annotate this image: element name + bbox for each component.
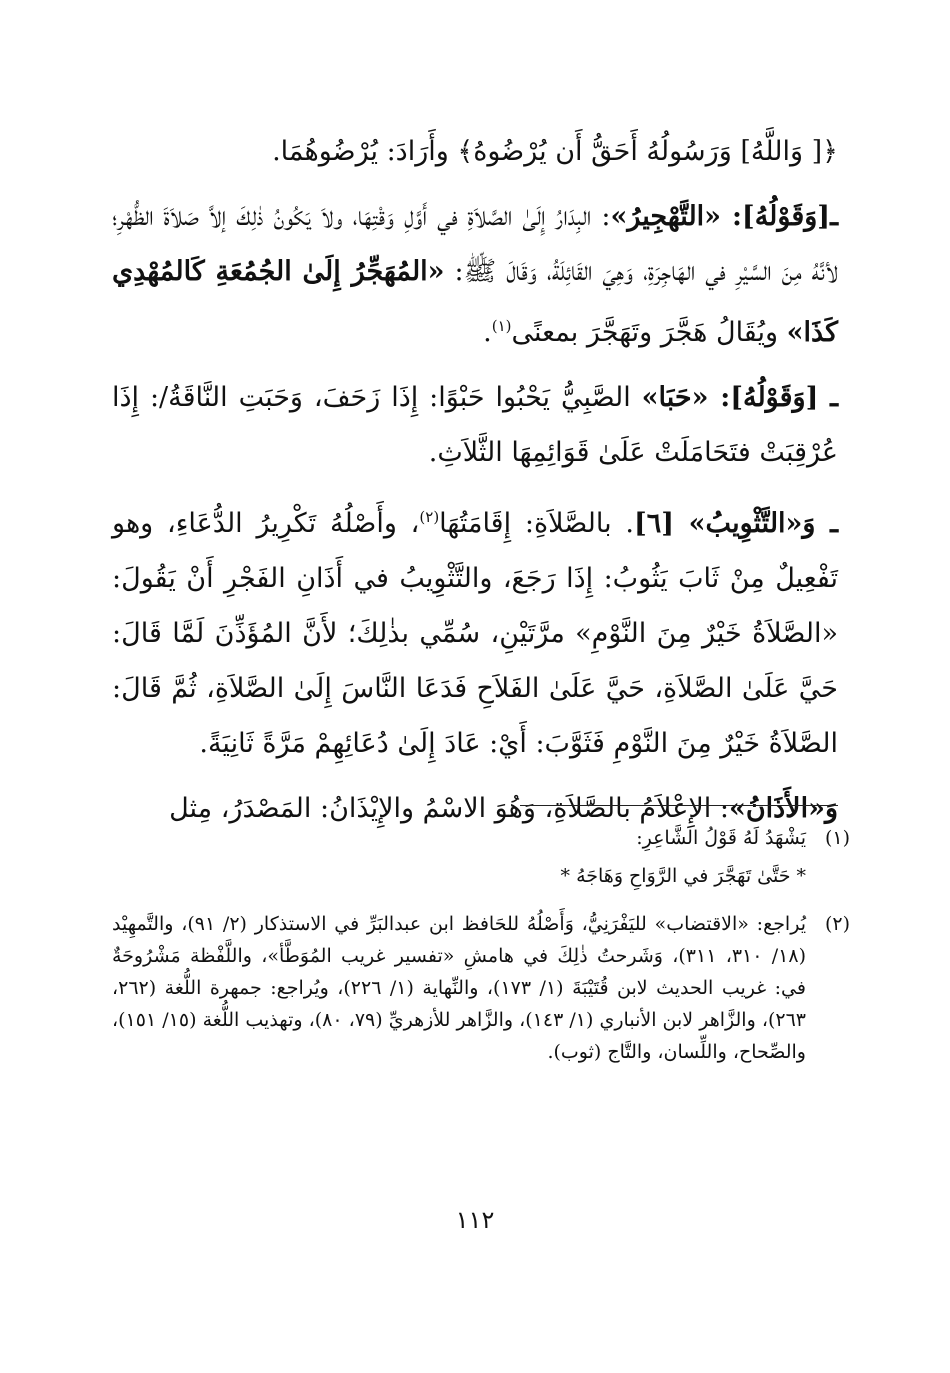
paragraph-text: : الإِعْلاَمُ بالصَّلاَةِ، وَهُوَ الاسْمُ والإِيْذَانُ: المَصْدَرُ، مِثل (169, 793, 729, 824)
footnote (112, 908, 850, 1068)
paragraph-text: . بالصَّلاَةِ: إِقَامَتُهَا (439, 508, 634, 539)
paragraph (112, 189, 838, 360)
main-text (112, 124, 838, 846)
paragraph (112, 370, 838, 480)
footnote-separator (520, 805, 838, 806)
paragraph-text: : البِدَارُ إِلَىٰ الصَّلاَةِ في أَوَّلِ وَقْتِهَا، ولاَ يَكُونُ ذٰلِكَ إلاَّ صَلاَةَ الظُّهْرِ؛ لأنَّهُ مِنَ السَّيْرِ في الهَاجِرَةِ، وَهِيَ القَائِلَةُ، وَقَالَ ﷺ: (112, 201, 838, 287)
term-heading: ـ وَ«التَّثْوِيبُ» [٦] (634, 508, 838, 539)
paragraph-text: ﴿[ وَاللَّهُ] وَرَسُولُهُ أَحَقُّ أَن يُرْضُوهُ﴾ وأَرَادَ: يُرْضُوهُمَا. (272, 136, 838, 167)
footnote-ref: (٢) (419, 508, 440, 526)
footnote-text: يُراجع: «الاقتضاب» لليَفْرَنِيُّ، وَأَصْلُهُ للحَافظ ابن عبدالبَرِّ في الاستذكار (٢/ ٩١)، والتَّمهِيْد (١٨/ ٣١٠، ٣١١)، وَشَرحتُ ذٰلِكَ في هامشِ «تفسير غريب المُوَطَّأ»، واللَّفْظة مَشْرُوحَةٌ في: غريب الحديث لابن قُتَيْبَةَ (١/ ١٧٣)، والنِّهاية (١/ ٢٢٦)، ويُراجع: جمهرة اللُّغة (٢٦٢، ٢٦٣)، والزَّاهر لابن الأنباري (١/ ١٤٣)، والزَّاهر للأزهريِّ (٧٩، ٨٠)، وتهذيب اللُّغة (١٥/ ١٥١)، والصِّحاح، واللِّسان، والتَّاج (ثوب). (112, 913, 807, 1063)
footnote-body (112, 908, 806, 1068)
footnote-text: يَشْهَدُ لَهُ قَوْلُ الشَّاعِرِ: (636, 827, 806, 849)
term-heading: ـ[وَقَوْلُهُ]: «التَّهْجِيرُ» (610, 201, 838, 232)
footnote-ref: (١) (491, 317, 512, 335)
footnote-number: (١) (824, 827, 850, 849)
footnotes (112, 822, 850, 1076)
footnote-number: (٢) (824, 913, 850, 935)
paragraph-text: ، وأَصْلُهُ تَكْرِيرُ الدُّعَاءِ، وهو تَفْعِيلٌ مِنْ ثَابَ يَثُوبُ: إِذَا رَجَعَ، والتَّثْوِيبُ في أَذَانِ الفَجْرِ أَنْ يَقُولَ: «الصَّلاَةُ خَيْرٌ مِنَ النَّوْمِ» مرَّتَيْنِ، سُمِّي بذٰلِكَ؛ لأَنَّ المُؤَذِّنَ لَمَّا قَالَ: حَيَّ عَلَىٰ الصَّلاَةِ، حَيَّ عَلَىٰ الفَلاَحِ فَدَعَا النَّاسَ إِلَىٰ الصَّلاَةِ، ثُمَّ قَالَ: الصَّلاَةُ خَيْرٌ مِنَ النَّوْمِ فَثَوَّبَ: أَيْ: عَادَ إِلَىٰ دُعَائِهِمْ مَرَّةً ثَانِيَةً. (112, 508, 838, 759)
paragraph (112, 490, 838, 771)
term-heading: «المُهَجِّرُ إِلَىٰ الجُمُعَةِ كَالمُهْدِي كَذَا» (112, 256, 838, 348)
term-heading: وَ«الأَذَانُ» (728, 793, 838, 824)
poetry-verse: * حَتَّىٰ تَهَجَّرَ في الرَّوَاحِ وَهَاجَهُ * (560, 865, 806, 887)
footnote (112, 822, 850, 900)
paragraph-text: . (483, 317, 492, 348)
paragraph-text: الصَّبِيُّ يَحْبُوا حَبْوًا: إِذَا زَحَفَ، وَحَبَتِ النَّاقَةُ/: إِذَا عُرْقِبَتْ فتَحَامَلَتْ عَلَىٰ قَوَائِمِهَا الثَّلاَثِ. (112, 382, 838, 468)
page-number: ١١٢ (455, 1206, 495, 1234)
paragraph-text: ويُقَالُ هَجَّرَ وتَهَجَّرَ بمعنًى (511, 317, 787, 348)
paragraph (112, 124, 838, 179)
term-heading: ـ [وَقَوْلُهُ]: «حَبَا» (641, 382, 839, 413)
footnote-body (112, 822, 806, 900)
